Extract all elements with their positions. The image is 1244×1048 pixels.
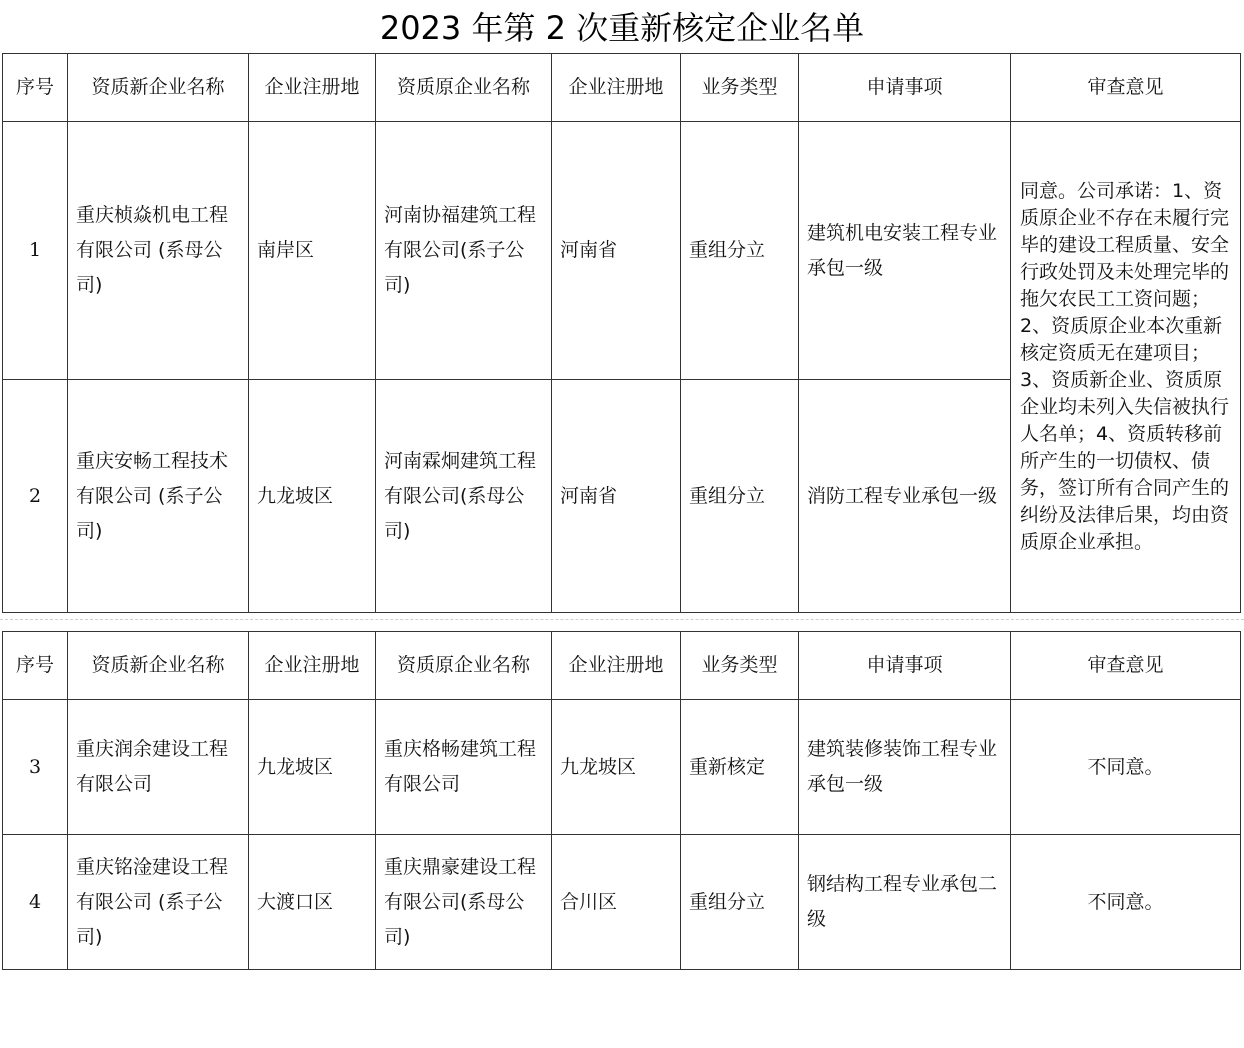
header-old-company: 资质原企业名称 — [376, 54, 552, 122]
row-seq: 2 — [3, 380, 68, 613]
row-business-type: 重组分立 — [681, 835, 799, 970]
page-title: 2023 年第 2 次重新核定企业名单 — [379, 9, 865, 47]
row-business-type: 重新核定 — [681, 700, 799, 835]
header-opinion: 审查意见 — [1011, 54, 1241, 122]
row-application: 消防工程专业承包一级 — [799, 380, 1011, 613]
row-new-company: 重庆铭淦建设工程有限公司 (系子公司) — [68, 835, 249, 970]
row-business-type: 重组分立 — [681, 122, 799, 380]
company-table-2 — [2, 631, 1241, 970]
row-old-location: 河南省 — [552, 380, 681, 613]
header-old-location: 企业注册地 — [552, 54, 681, 122]
table-row — [3, 122, 1241, 380]
header-new-location: 企业注册地 — [249, 54, 376, 122]
row-new-location: 南岸区 — [249, 122, 376, 380]
row-application: 钢结构工程专业承包二级 — [799, 835, 1011, 970]
row-business-type: 重组分立 — [681, 380, 799, 613]
header-business-type: 业务类型 — [681, 632, 799, 700]
row-new-location: 九龙坡区 — [249, 700, 376, 835]
row-opinion: 不同意。 — [1011, 700, 1241, 835]
table-header-row — [3, 632, 1241, 700]
row-seq: 3 — [3, 700, 68, 835]
row-old-location: 合川区 — [552, 835, 681, 970]
row-new-company: 重庆桢焱机电工程有限公司 (系母公司) — [68, 122, 249, 380]
header-seq: 序号 — [3, 632, 68, 700]
row-opinion-merged: 同意。公司承诺：1、资质原企业不存在未履行完毕的建设工程质量、安全行政处罚及未处理完毕的拖欠农民工工资问题；2、资质原企业本次重新核定资质无在建项目；3、资质新企业、资质原企业均未列入失信被执行人名单；4、资质转移前所产生的一切债权、债务，签订所有合同产生的纠纷及法律后果，均由资质原企业承担。 — [1011, 122, 1241, 613]
header-seq: 序号 — [3, 54, 68, 122]
header-new-company: 资质新企业名称 — [68, 632, 249, 700]
row-new-location: 大渡口区 — [249, 835, 376, 970]
company-table-1 — [2, 53, 1241, 613]
header-application: 申请事项 — [799, 632, 1011, 700]
row-new-company: 重庆安畅工程技术有限公司 (系子公司) — [68, 380, 249, 613]
row-new-location: 九龙坡区 — [249, 380, 376, 613]
row-old-location: 河南省 — [552, 122, 681, 380]
header-new-location: 企业注册地 — [249, 632, 376, 700]
header-old-company: 资质原企业名称 — [376, 632, 552, 700]
table-row — [3, 700, 1241, 835]
row-old-location: 九龙坡区 — [552, 700, 681, 835]
table-row — [3, 835, 1241, 970]
header-opinion: 审查意见 — [1011, 632, 1241, 700]
header-application: 申请事项 — [799, 54, 1011, 122]
row-old-company: 重庆格畅建筑工程有限公司 — [376, 700, 552, 835]
row-opinion: 不同意。 — [1011, 835, 1241, 970]
row-seq: 1 — [3, 122, 68, 380]
page-break-divider — [0, 619, 1244, 620]
table-header-row — [3, 54, 1241, 122]
header-business-type: 业务类型 — [681, 54, 799, 122]
row-old-company: 河南协福建筑工程有限公司(系子公司) — [376, 122, 552, 380]
row-application: 建筑机电安装工程专业承包一级 — [799, 122, 1011, 380]
row-old-company: 重庆鼎豪建设工程有限公司(系母公司) — [376, 835, 552, 970]
header-old-location: 企业注册地 — [552, 632, 681, 700]
row-seq: 4 — [3, 835, 68, 970]
row-new-company: 重庆润余建设工程有限公司 — [68, 700, 249, 835]
row-old-company: 河南霖炯建筑工程有限公司(系母公司) — [376, 380, 552, 613]
row-application: 建筑装修装饰工程专业承包一级 — [799, 700, 1011, 835]
header-new-company: 资质新企业名称 — [68, 54, 249, 122]
